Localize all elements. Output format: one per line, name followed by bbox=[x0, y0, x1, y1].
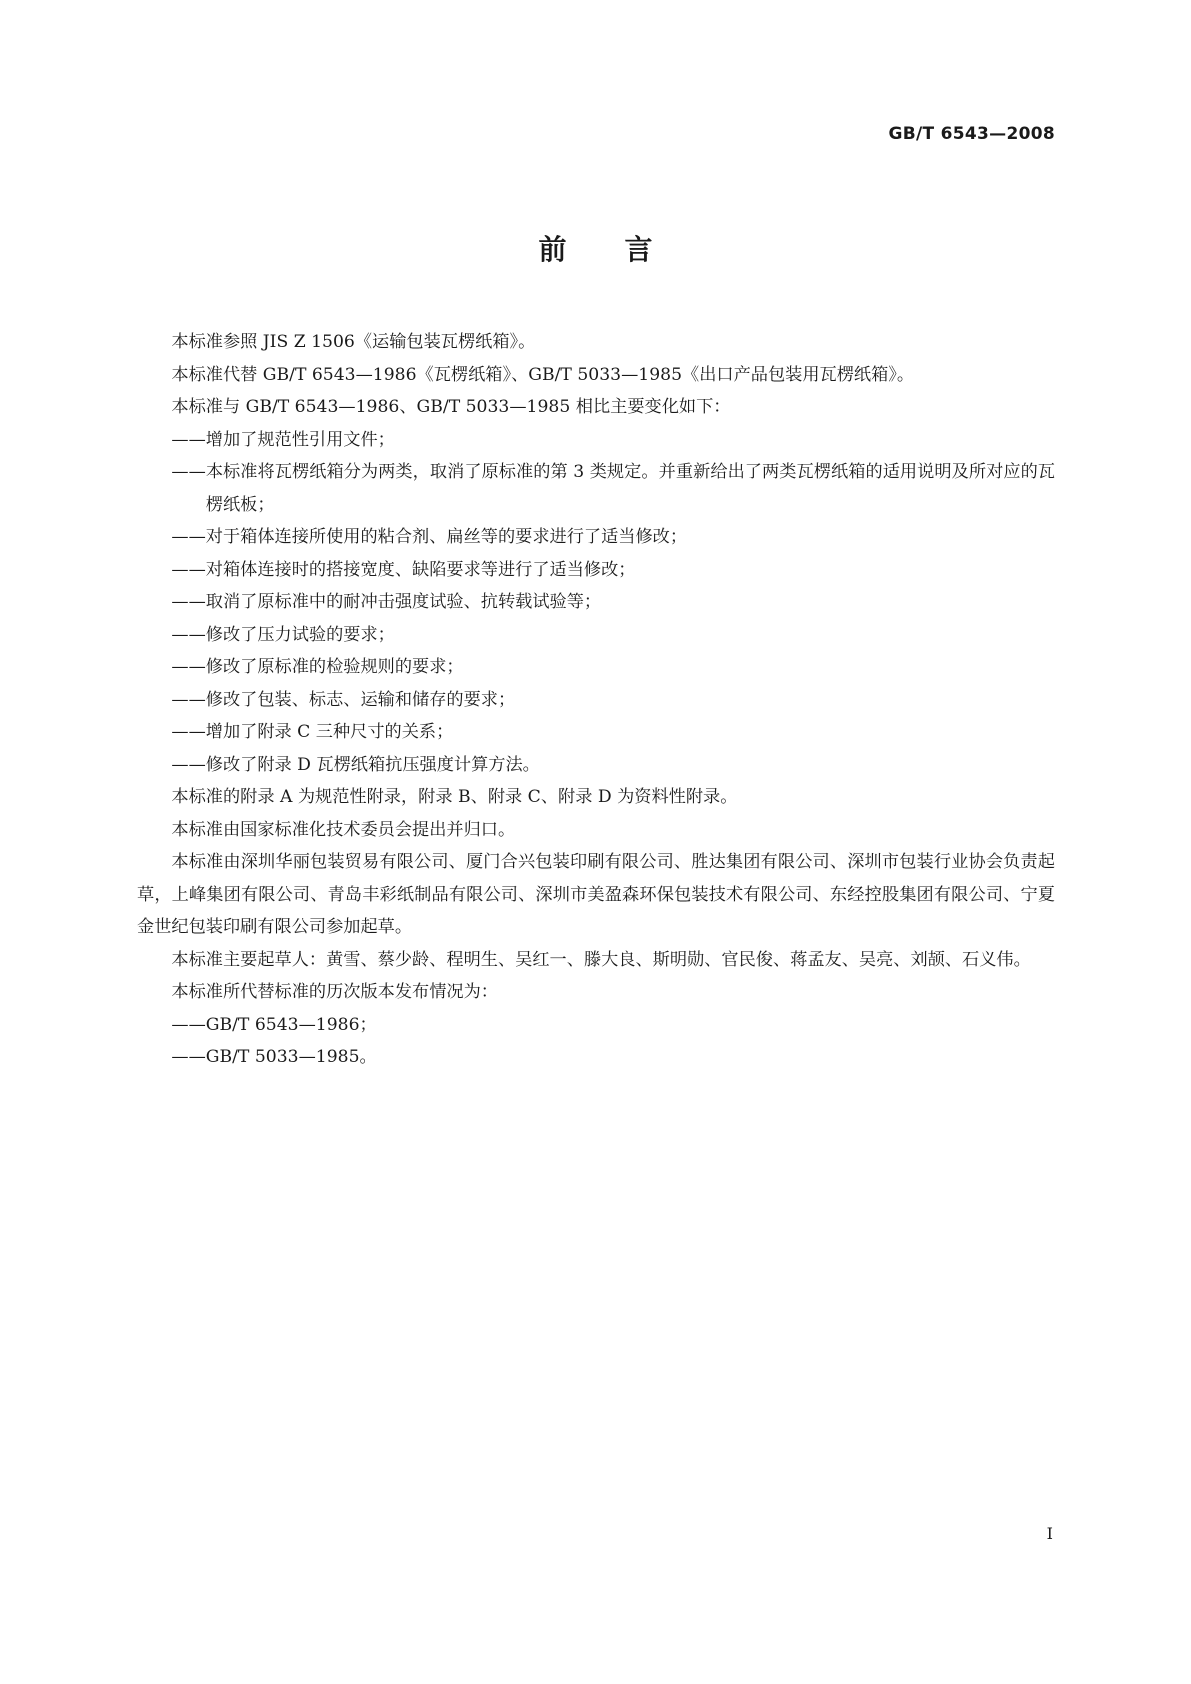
paragraph-replaces: 本标准代替 GB/T 6543—1986《瓦楞纸箱》、GB/T 5033—1985《出口产品包装用瓦楞纸箱》。 bbox=[171, 364, 915, 385]
change-item: ——对箱体连接时的搭接宽度、缺陷要求等进行了适当修改； bbox=[171, 559, 636, 580]
history-item: ——GB/T 6543—1986； bbox=[171, 1014, 377, 1035]
page-title: 前言 bbox=[538, 233, 711, 266]
page-number: I bbox=[1046, 1524, 1053, 1543]
paragraph-changes-intro: 本标准与 GB/T 6543—1986、GB/T 5033—1985 相比主要变化如下： bbox=[171, 397, 731, 417]
change-item: ——本标准将瓦楞纸箱分为两类，取消了原标准的第 3 类规定。并重新给出了两类瓦楞纸箱的适用说明及所对应的瓦楞纸板； bbox=[171, 462, 1055, 515]
change-item: ——修改了压力试验的要求； bbox=[171, 624, 395, 645]
document-code: GB/T 6543—2008 bbox=[888, 124, 1055, 144]
paragraph-appendices: 本标准的附录 A 为规范性附录，附录 B、附录 C、附录 D 为资料性附录。 bbox=[171, 787, 738, 807]
change-item: ——对于箱体连接所使用的粘合剂、扁丝等的要求进行了适当修改； bbox=[171, 527, 688, 547]
paragraph-drafting-units: 本标准由深圳华丽包装贸易有限公司、厦门合兴包装印刷有限公司、胜达集团有限公司、深圳市包装行业协会负责起草，上峰集团有限公司、青岛丰彩纸制品有限公司、深圳市美盈森环保包装技术有限公司、东经控股集团有限公司、宁夏金世纪包装印刷有限公司参加起草。 bbox=[137, 852, 1055, 937]
paragraph-proposer: 本标准由国家标准化技术委员会提出并归口。 bbox=[171, 819, 516, 840]
change-item: ——修改了附录 D 瓦楞纸箱抗压强度计算方法。 bbox=[171, 754, 540, 775]
change-item: ——修改了包装、标志、运输和储存的要求； bbox=[171, 689, 516, 710]
foreword-body bbox=[137, 326, 1055, 1074]
change-item: ——增加了规范性引用文件； bbox=[171, 429, 395, 450]
history-item: ——GB/T 5033—1985。 bbox=[171, 1047, 377, 1067]
change-item: ——增加了附录 C 三种尺寸的关系； bbox=[171, 722, 454, 742]
change-item: ——修改了原标准的检验规则的要求； bbox=[171, 657, 464, 677]
change-item: ——取消了原标准中的耐冲击强度试验、抗转载试验等； bbox=[171, 592, 602, 612]
paragraph-reference: 本标准参照 JIS Z 1506《运输包装瓦楞纸箱》。 bbox=[171, 332, 536, 352]
paragraph-drafters: 本标准主要起草人：黄雪、蔡少龄、程明生、吴红一、滕大良、斯明勋、官民俊、蒋孟友、吴亮、刘颉、石义伟。 bbox=[171, 949, 1031, 970]
paragraph-history-intro: 本标准所代替标准的历次版本发布情况为： bbox=[171, 982, 498, 1002]
